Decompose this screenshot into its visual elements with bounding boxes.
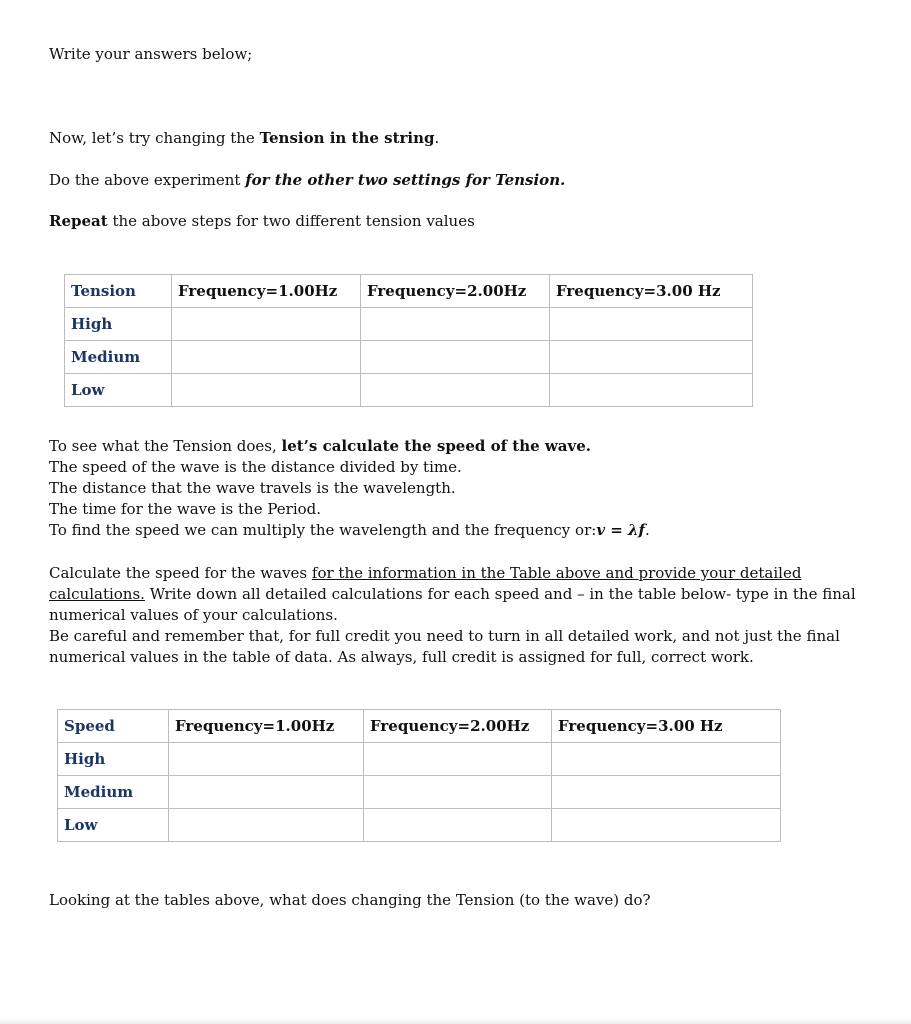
row-label-high: High — [58, 743, 169, 776]
answer-cell[interactable] — [552, 743, 781, 776]
header-freq-2: Frequency=2.00Hz — [364, 710, 552, 743]
answer-cell[interactable] — [172, 308, 361, 341]
calc-line-1-underline: for the information in the Table above and provide your detailed — [311, 564, 802, 582]
speed-line-4: The time for the wave is the Period. — [49, 500, 322, 518]
answer-cell[interactable] — [172, 374, 361, 407]
answer-cell[interactable] — [552, 776, 781, 809]
speed-line-1 — [49, 436, 591, 457]
answer-cell[interactable] — [361, 308, 550, 341]
wave-speed-formula: v = λf — [596, 521, 646, 539]
calc-line-1 — [49, 563, 801, 584]
speed-line-1-prefix: To see what the Tension does, — [49, 437, 282, 455]
page-bottom-edge — [0, 1018, 911, 1024]
answer-cell[interactable] — [550, 341, 753, 374]
row-label-low: Low — [65, 374, 172, 407]
speed-line-5-prefix: To find the speed we can multiply the wavelength and the frequency or: — [49, 521, 597, 539]
answer-cell[interactable] — [552, 809, 781, 842]
speed-line-3: The distance that the wave travels is the wavelength. — [49, 479, 456, 497]
header-freq-3: Frequency=3.00 Hz — [552, 710, 781, 743]
calc-line-3: numerical values of your calculations. — [49, 606, 338, 624]
calc-line-2-underline: calculations. — [49, 585, 145, 603]
speed-table-header — [58, 710, 781, 743]
answer-cell[interactable] — [169, 809, 364, 842]
speed-line-1-bold: let’s calculate the speed of the wave. — [281, 437, 592, 455]
header-freq-1: Frequency=1.00Hz — [169, 710, 364, 743]
table-row — [58, 809, 781, 842]
row-label-medium: Medium — [58, 776, 169, 809]
answer-cell[interactable] — [364, 743, 552, 776]
experiment-prefix: Do the above experiment — [49, 171, 246, 189]
speed-table — [57, 709, 781, 842]
speed-line-2: The speed of the wave is the distance divided by time. — [49, 458, 462, 476]
repeat-rest: the above steps for two different tension values — [107, 212, 475, 230]
calc-line-2 — [49, 584, 856, 605]
tension-intro-bold: Tension in the string — [259, 129, 435, 147]
table-row — [65, 308, 753, 341]
header-tension: Tension — [65, 275, 172, 308]
repeat-line — [49, 211, 475, 232]
answer-cell[interactable] — [169, 776, 364, 809]
tension-intro-suffix: . — [434, 129, 440, 147]
tension-table-header — [65, 275, 753, 308]
repeat-bold: Repeat — [49, 212, 108, 230]
calc-line-2-rest: Write down all detailed calculations for each speed and – in the table below- type in the final — [144, 585, 856, 603]
answer-cell[interactable] — [361, 341, 550, 374]
table-row — [58, 776, 781, 809]
header-freq-1: Frequency=1.00Hz — [172, 275, 361, 308]
answer-cell[interactable] — [364, 809, 552, 842]
tension-table — [64, 274, 753, 407]
answer-cell[interactable] — [361, 374, 550, 407]
tension-intro-line — [49, 128, 439, 149]
header-freq-2: Frequency=2.00Hz — [361, 275, 550, 308]
table-row — [65, 341, 753, 374]
write-answers-text: Write your answers below; — [49, 45, 253, 63]
speed-line-5 — [49, 520, 650, 541]
table-row — [65, 374, 753, 407]
row-label-medium: Medium — [65, 341, 172, 374]
calc-line-5: numerical values in the table of data. As always, full credit is assigned for full, correct work. — [49, 648, 754, 666]
answer-cell[interactable] — [172, 341, 361, 374]
answer-cell[interactable] — [550, 308, 753, 341]
row-label-high: High — [65, 308, 172, 341]
question-text: Looking at the tables above, what does changing the Tension (to the wave) do? — [49, 891, 651, 909]
answer-cell[interactable] — [364, 776, 552, 809]
tension-intro-prefix: Now, let’s try changing the — [49, 129, 260, 147]
header-speed: Speed — [58, 710, 169, 743]
experiment-line — [49, 170, 565, 191]
table-row — [58, 743, 781, 776]
row-label-low: Low — [58, 809, 169, 842]
speed-line-5-suffix: . — [645, 521, 650, 539]
calc-line-4: Be careful and remember that, for full credit you need to turn in all detailed work, and not just the final — [49, 627, 840, 645]
header-freq-3: Frequency=3.00 Hz — [550, 275, 753, 308]
experiment-emphasis: for the other two settings for Tension. — [245, 171, 566, 189]
answer-cell[interactable] — [550, 374, 753, 407]
answer-cell[interactable] — [169, 743, 364, 776]
calc-line-1-plain: Calculate the speed for the waves — [49, 564, 312, 582]
